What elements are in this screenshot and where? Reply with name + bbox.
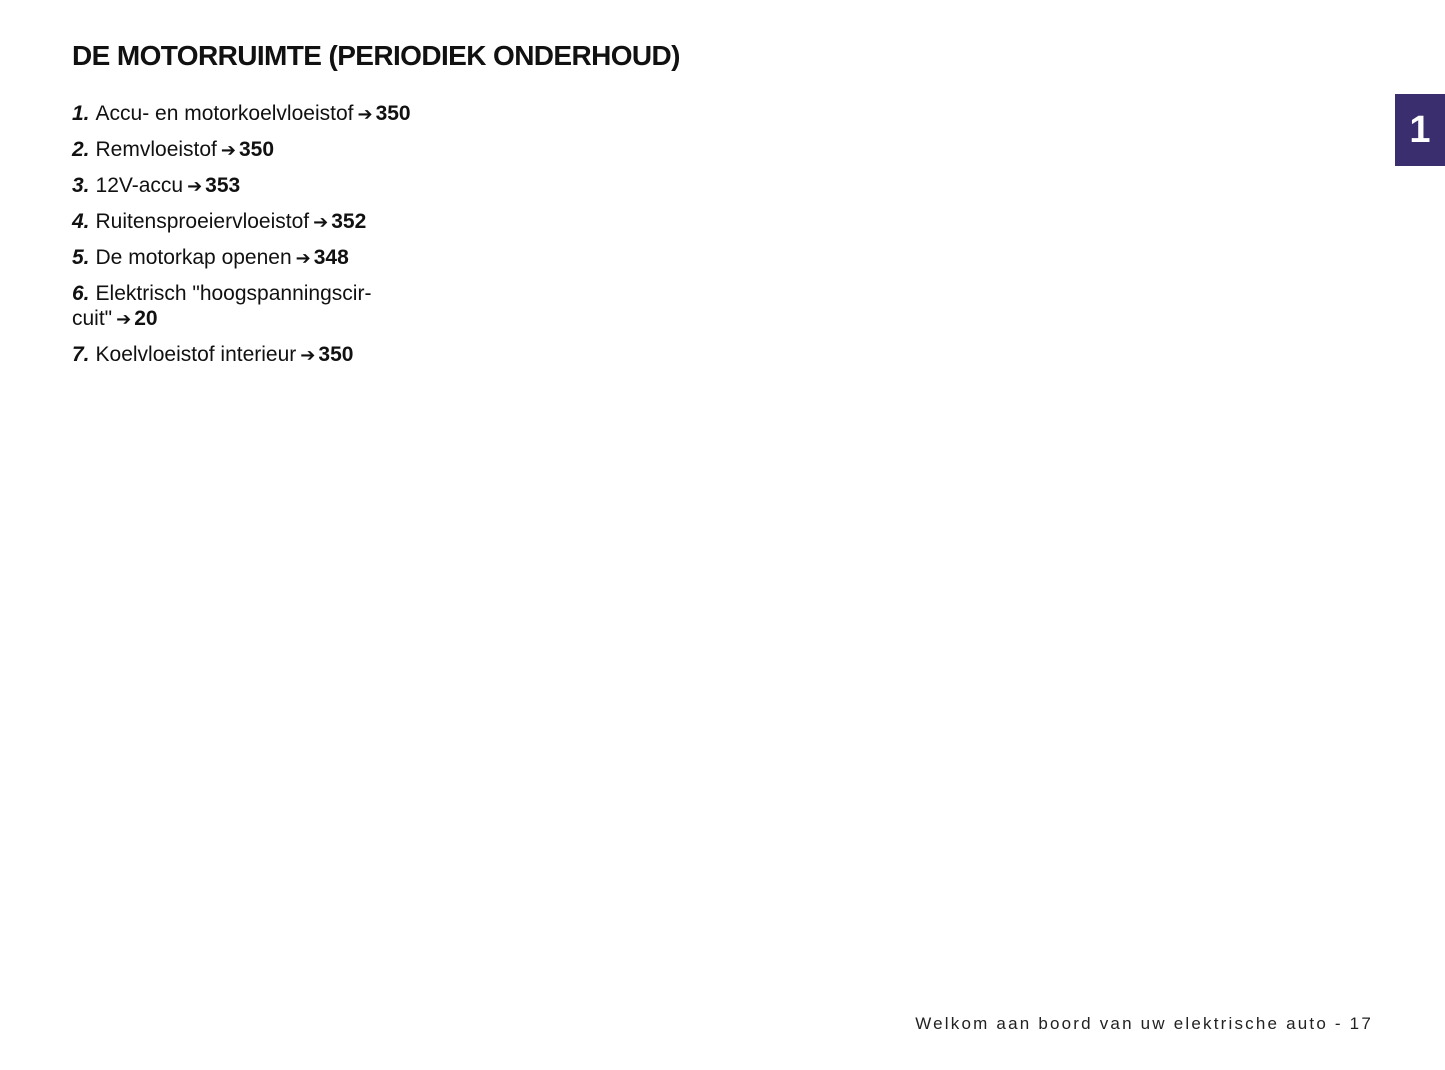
item-label: Ruitensproeiervloeistof [95, 210, 310, 233]
list-item [72, 209, 492, 235]
page-reference[interactable]: 350 [375, 102, 411, 125]
arrow-right-icon: ➔ [313, 212, 329, 232]
list-item [72, 137, 492, 163]
item-number: 4. [72, 210, 90, 233]
page-reference[interactable]: 350 [318, 343, 354, 366]
page-reference[interactable]: 348 [313, 246, 349, 269]
arrow-right-icon: ➔ [116, 309, 132, 329]
item-number: 3. [72, 174, 90, 197]
page-reference[interactable]: 350 [239, 138, 275, 161]
arrow-right-icon: ➔ [295, 248, 311, 268]
item-label: Accu- en motorkoelvloeistof [95, 102, 354, 125]
item-label-line2: cuit" [72, 307, 113, 330]
arrow-right-icon: ➔ [357, 104, 373, 124]
page-reference[interactable]: 352 [331, 210, 367, 233]
arrow-right-icon: ➔ [220, 140, 236, 160]
list-item [72, 342, 492, 368]
chapter-number: 1 [1409, 108, 1431, 151]
chapter-tab[interactable] [1395, 94, 1445, 166]
item-label-continued [72, 306, 492, 332]
component-list [72, 101, 492, 378]
item-number: 1. [72, 102, 90, 125]
item-label: 12V-accu [95, 174, 184, 197]
item-label: De motorkap openen [95, 246, 292, 269]
item-number: 2. [72, 138, 90, 161]
list-item [72, 173, 492, 199]
list-item [72, 101, 492, 127]
arrow-right-icon: ➔ [300, 345, 316, 365]
item-label: Elektrisch "hoogspanningscir- [95, 282, 372, 305]
item-label: Remvloeistof [95, 138, 217, 161]
item-number: 6. [72, 282, 90, 305]
arrow-right-icon: ➔ [187, 176, 203, 196]
list-item [72, 281, 492, 332]
list-item [72, 245, 492, 271]
item-number: 7. [72, 343, 90, 366]
item-number: 5. [72, 246, 90, 269]
page-reference[interactable]: 353 [205, 174, 241, 197]
page-footer: Welkom aan boord van uw elektrische auto - 17 [915, 1014, 1373, 1033]
page-title: DE MOTORRUIMTE (PERIODIEK ONDERHOUD) [72, 40, 680, 71]
item-label: Koelvloeistof interieur [95, 343, 297, 366]
page-reference[interactable]: 20 [134, 307, 158, 330]
